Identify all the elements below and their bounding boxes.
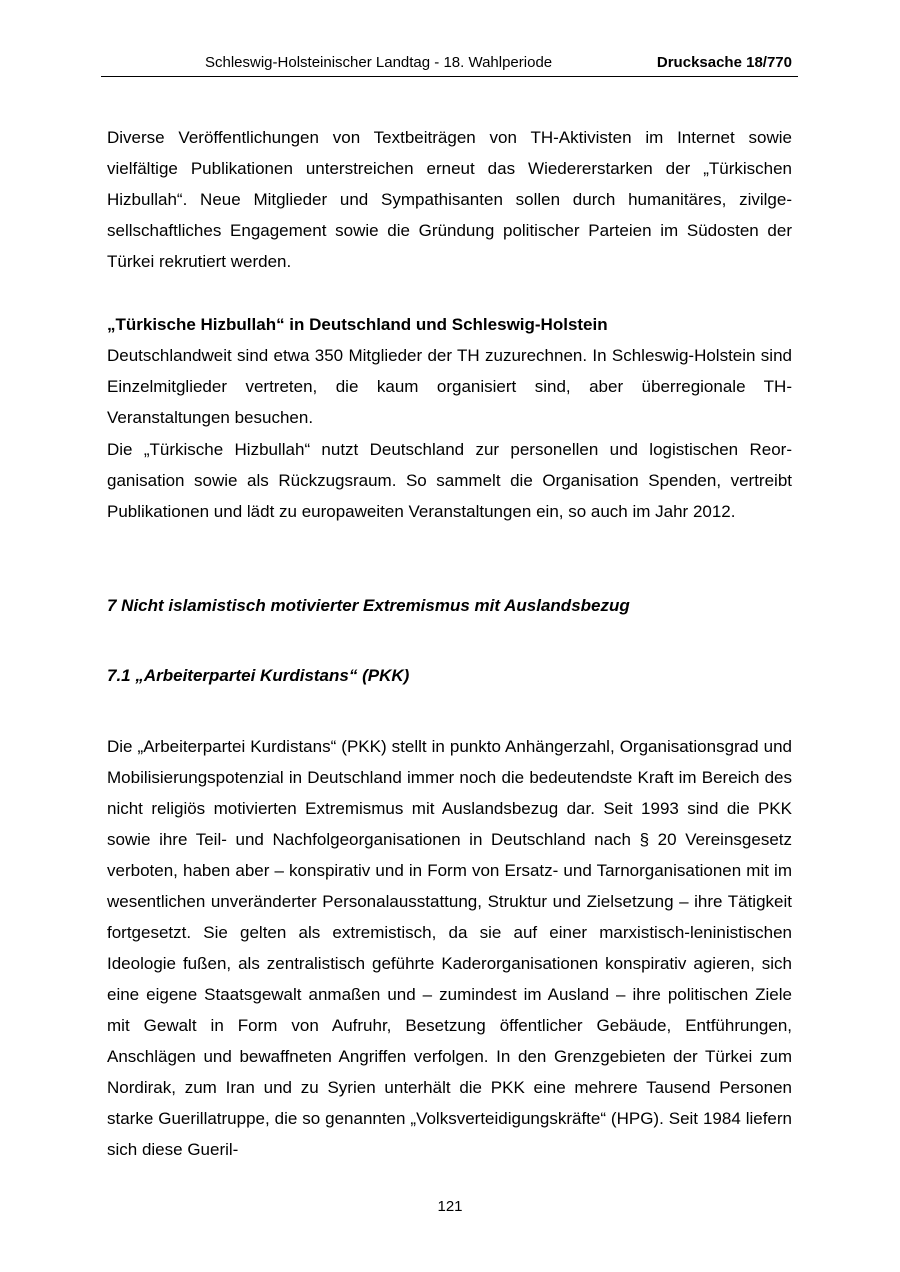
header-title: Schleswig-Holsteinischer Landtag - 18. Wahlperiode	[205, 54, 553, 71]
paragraph-pkk: Die „Arbeiterpartei Kurdistans“ (PKK) stellt in punkto Anhängerzahl, Organisationsgrad und Mobilisierungspotenzial in Deutschland immer noch die bedeutendste Kraft im Bereich des nicht religiös motivierten Extremismus mit Auslandsbezug dar. Seit 1993 sind die PKK sowie ihre Teil- und Nachfolgeorganisationen in Deutschland nach § 20 Vereinsgesetz verboten, haben aber – konspirativ und in Form von Ersatz- und Tarnorganisationen mit im wesentlichen unveränderter Personalausstattung, Struktur und Zielsetzung – ihre Tätigkeit fortgesetzt. Sie gelten als extremistisch, da sie auf einer marxistisch-leninistischen Ideologie fußen, als zentralistisch geführte Kaderorganisationen konspirativ agieren, sich eine eigene Staatsgewalt anmaßen und – zumindest im Ausland – ihre politischen Ziele mit Gewalt in Form von Aufruhr, Besetzung öffentlicher Gebäude, Entführungen, Anschlägen und bewaffneten Angriffen verfolgen. In den Grenzgebieten der Türkei zum Nordirak, zum Iran und zu Syrien unterhält die PKK eine mehrere Tausend Personen starke Guerillatruppe, die so genannten „Volksverteidigungskräfte“ (HPG). Seit 1984 liefern sich diese Gueril-	[107, 737, 792, 1159]
section-7-1-heading: 7.1 „Arbeiterpartei Kurdistans“ (PKK)	[107, 666, 410, 685]
section-7-heading: 7 Nicht islamistisch motivierter Extremismus mit Auslandsbezug	[107, 596, 630, 615]
paragraph-th-members: Deutschlandweit sind etwa 350 Mitglieder der TH zuzurechnen. In Schleswig-Holstein sind Einzelmitglieder vertreten, die kaum organisiert sind, aber überregionale TH-Veranstaltungen besuchen.	[107, 346, 792, 427]
paragraph-intro: Diverse Veröffentlichungen von Textbeiträgen von TH-Aktivisten im Internet sowie vielfältige Publikationen unterstreichen erneut das Wiedererstarken der „Türkischen Hizbullah“. Neue Mitglieder und Sympathisanten sollen durch humanitäres, zivilgesellschaftliches Engagement sowie die Gründung politischer Parteien im Südosten der Türkei rekrutiert werden.	[107, 128, 792, 271]
heading-th-germany: „Türkische Hizbullah“ in Deutschland und Schleswig-Holstein	[107, 315, 608, 334]
page-header	[101, 52, 798, 77]
document-number: Drucksache 18/770	[656, 54, 792, 71]
paragraph-th-reorganisation: Die „Türkische Hizbullah“ nutzt Deutschland zur personellen und logistischen Reorganisation sowie als Rückzugsraum. So sammelt die Organisation Spenden, vertreibt Publikationen und lädt zu europaweiten Veranstaltungen ein, so auch im Jahr 2012.	[107, 440, 792, 521]
page-number: 121	[437, 1198, 463, 1215]
